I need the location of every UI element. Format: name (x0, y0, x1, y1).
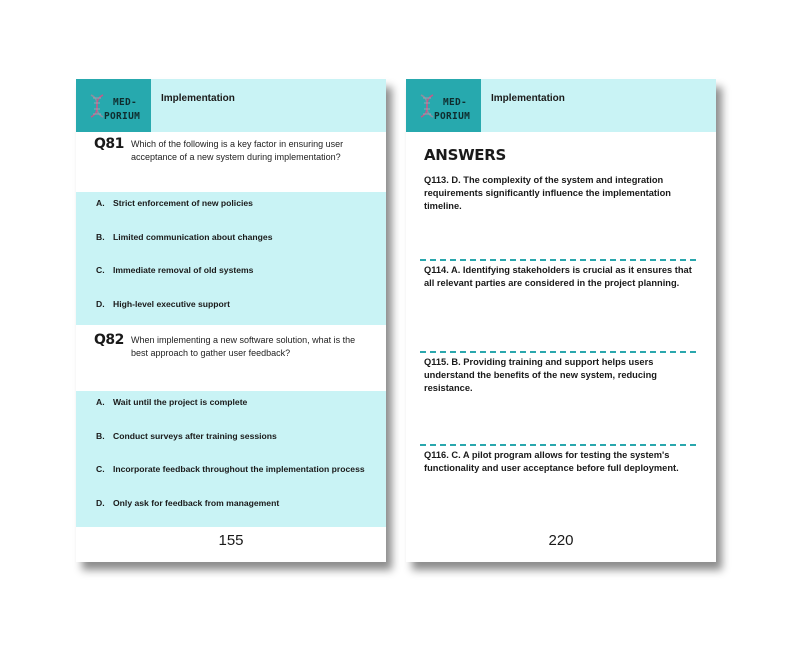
question-number: Q82 (94, 332, 124, 348)
option-d[interactable]: D. High-level executive support (96, 299, 231, 309)
answers-heading: ANSWERS (424, 146, 507, 164)
question-text: Which of the following is a key factor in ensuring user acceptance of a new system during implementation? (131, 139, 344, 162)
answers-page (406, 79, 716, 562)
question-text: When implementing a new software solution, what is the best approach to gather user feedback? (131, 335, 356, 358)
page-number: 220 (548, 532, 574, 549)
answer-item: Q113. D. The complexity of the system and integration requirements significantly influence the implementation timeline. (424, 175, 671, 211)
option-d[interactable]: D. Only ask for feedback from management (96, 498, 280, 508)
options-block (76, 391, 386, 527)
answer-item: Q116. C. A pilot program allows for testing the system's functionality and user acceptance before full deployment. (424, 450, 679, 473)
options-block (76, 192, 386, 325)
option-a[interactable]: A. Strict enforcement of new policies (96, 198, 253, 208)
brand-logo (76, 79, 151, 132)
page-header (76, 79, 386, 132)
header-title: Implementation (161, 93, 235, 104)
brand-name-bottom: PORIUM (434, 111, 471, 122)
brand-name-bottom: PORIUM (104, 111, 141, 122)
page-header (406, 79, 716, 132)
header-title: Implementation (491, 93, 565, 104)
question-number: Q81 (94, 136, 124, 152)
divider (420, 259, 696, 261)
question-page (76, 79, 386, 562)
divider (420, 444, 696, 446)
option-a[interactable]: A. Wait until the project is complete (96, 397, 248, 407)
brand-logo (406, 79, 481, 132)
brand-name-top: MED- (443, 97, 468, 108)
answer-item: Q114. A. Identifying stakeholders is crucial as it ensures that all relevant parties are considered in the project planning. (424, 265, 692, 288)
divider (420, 351, 696, 353)
option-b[interactable]: B. Limited communication about changes (96, 232, 273, 242)
option-c[interactable]: C. Incorporate feedback throughout the implementation process (96, 464, 365, 474)
page-number: 155 (218, 532, 244, 549)
option-b[interactable]: B. Conduct surveys after training sessions (96, 431, 277, 441)
option-c[interactable]: C. Immediate removal of old systems (96, 265, 254, 275)
brand-name-top: MED- (113, 97, 138, 108)
answer-item: Q115. B. Providing training and support helps users understand the benefits of the new system, reducing resistance. (424, 357, 657, 393)
